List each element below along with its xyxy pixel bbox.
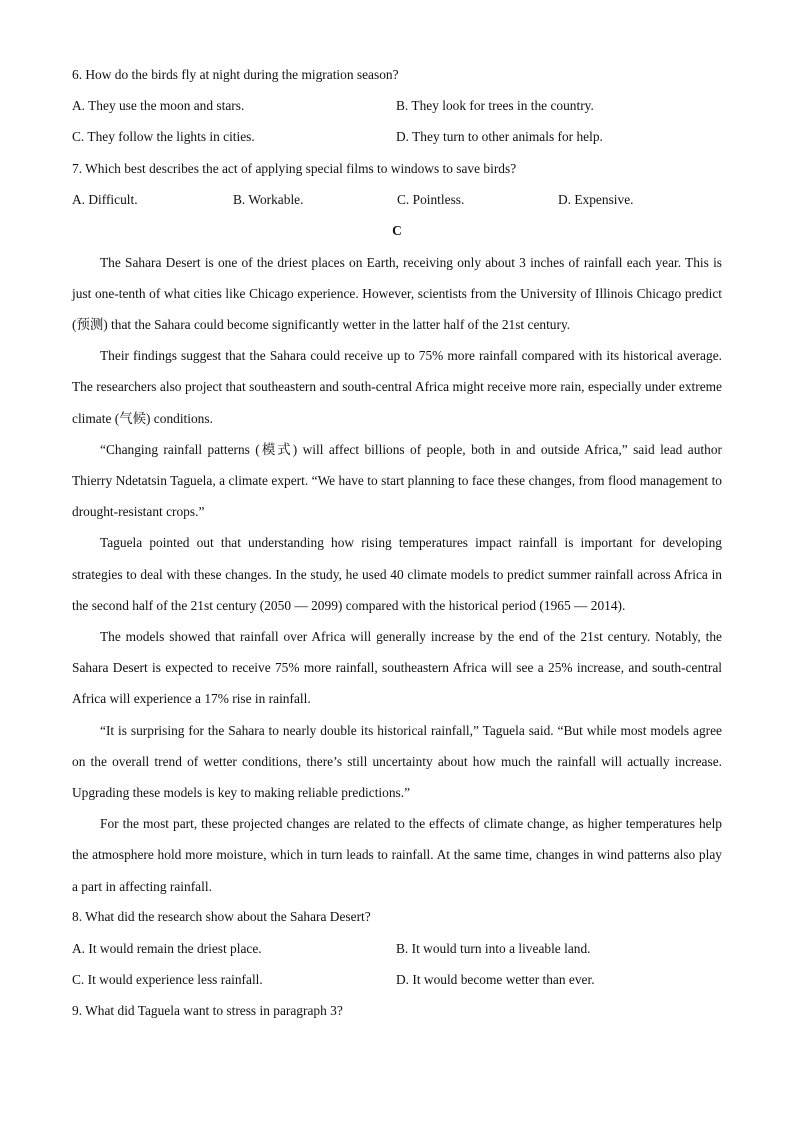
question-7-option-b: B. Workable. xyxy=(233,191,304,207)
question-7-options-row xyxy=(72,189,722,220)
question-6-options-row-1 xyxy=(72,95,722,126)
question-6: 6. How do the birds fly at night during the migration season? xyxy=(72,67,399,82)
section-c-title: C xyxy=(392,222,402,238)
passage-paragraph-3: “Changing rainfall patterns (模式) will affect billions of people, both in and outside Africa,” said lead author Thierry Ndetatsin Taguela, a climate expert. “We have to start planning to face these changes, from flood management to drought-resistant crops.” xyxy=(72,441,722,520)
passage-paragraph-5: The models showed that rainfall over Africa will generally increase by the end of the 21st century. Notably, the Sahara Desert is expected to receive 75% more rainfall, southeastern Africa will see a 25% increase, and south-central Africa will experience a 17% rise in rainfall. xyxy=(72,628,722,707)
question-6-option-d: D. They turn to other animals for help. xyxy=(396,129,603,145)
question-8: 8. What did the research show about the Sahara Desert? xyxy=(72,909,371,925)
question-8-option-d: D. It would become wetter than ever. xyxy=(396,971,595,987)
question-9: 9. What did Taguela want to stress in paragraph 3? xyxy=(72,1002,343,1018)
passage-paragraph-2: Their findings suggest that the Sahara could receive up to 75% more rainfall compared with its historical average. The researchers also project that southeastern and south-central Africa might receive more rain, especially under extreme climate (气候) conditions. xyxy=(72,348,722,426)
question-6-option-a: A. They use the moon and stars. xyxy=(72,98,245,114)
question-7-option-a: A. Difficult. xyxy=(72,191,138,207)
question-8-options-row-1 xyxy=(72,938,722,969)
exam-page xyxy=(72,64,722,1031)
question-8-option-b: B. It would turn into a liveable land. xyxy=(396,940,591,956)
question-6-options-row-2 xyxy=(72,126,722,157)
question-6-option-c: C. They follow the lights in cities. xyxy=(72,129,255,145)
passage-paragraph-7: For the most part, these projected changes are related to the effects of climate change, as higher temperatures help the atmosphere hold more moisture, which in turn leads to rainfall. At the same time, changes in wind patterns also play a part in affecting rainfall. xyxy=(72,816,722,894)
question-8-option-c: C. It would experience less rainfall. xyxy=(72,971,263,987)
question-7-option-d: D. Expensive. xyxy=(558,191,634,207)
passage-paragraph-4: Taguela pointed out that understanding how rising temperatures impact rainfall is important for developing strategies to deal with these changes. In the study, he used 40 climate models to predict summer rainfall across Africa in the second half of the 21st century (2050 — 2099) compared with the historical period (1965 — 2014). xyxy=(72,535,722,613)
passage-paragraph-6: “It is surprising for the Sahara to nearly double its historical rainfall,” Taguela said. “But while most models agree on the overall trend of wetter conditions, there’s still uncertainty about how much the rainfall will actually increase. Upgrading these models is key to making reliable predictions.” xyxy=(72,722,722,800)
passage-paragraph-1: The Sahara Desert is one of the driest places on Earth, receiving only about 3 inches of rainfall each year. This is just one-tenth of what cities like Chicago experience. However, scientists from the University of Illinois Chicago predict (预测) that the Sahara could become significantly wetter in the latter half of the 21st century. xyxy=(72,254,722,332)
question-8-option-a: A. It would remain the driest place. xyxy=(72,940,262,956)
question-7: 7. Which best describes the act of applying special films to windows to save birds? xyxy=(72,160,517,176)
question-6-option-b: B. They look for trees in the country. xyxy=(396,98,594,114)
question-7-option-c: C. Pointless. xyxy=(397,191,465,207)
question-8-options-row-2 xyxy=(72,969,722,1000)
